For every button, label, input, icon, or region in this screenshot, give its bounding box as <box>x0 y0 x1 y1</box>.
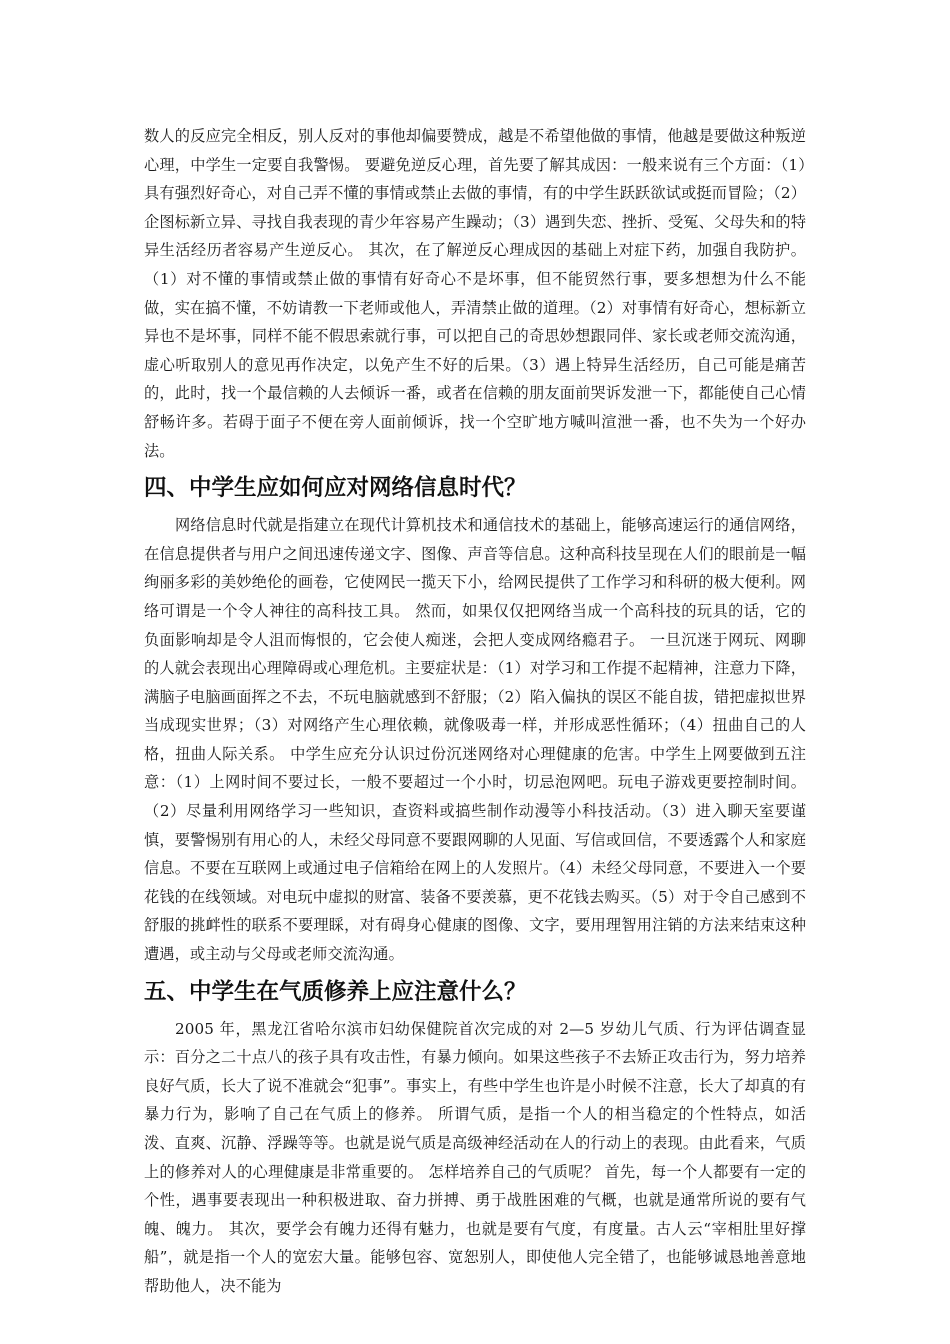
heading-section-5: 五、中学生在气质修养上应注意什么？ <box>144 978 527 1005</box>
paragraph-reverse-psychology: 数人的反应完全相反，别人反对的事他却偏要赞成，越是不希望他做的事情，他越是要做这种叛逆心理，中学生一定要自我警惕。 要避免逆反心理，首先要了解其成因：一般来说有三个方面：（1）具有强烈好奇心，对自己弄不懂的事情或禁止去做的事情，有的中学生跃跃欲试或挺而冒险；（2）企图标新立异、寻找自我表现的青少年容易产生躁动；（3）遇到失恋、挫折、受冤、父母失和的特异生活经历者容易产生逆反心。 其次，在了解逆反心理成因的基础上对症下药，加强自我防护。（1）对不懂的事情或禁止做的事情有好奇心不是坏事，但不能贸然行事，要多想想为什么不能做，实在搞不懂，不妨请教一下老师或他人，弄清禁止做的道理。（2）对事情有好奇心，想标新立异也不是坏事，同样不能不假思索就行事，可以把自己的奇思妙想跟同伴、家长或老师交流沟通，虚心听取别人的意见再作决定，以免产生不好的后果。（3）遇上特异生活经历，自己可能是痛苦的，此时，找一个最信赖的人去倾诉一番，或者在信赖的朋友面前哭诉发泄一下，都能使自己心情舒畅许多。若碍于面子不便在旁人面前倾诉，找一个空旷地方喊叫渲泄一番，也不失为一个好办法。 <box>144 127 806 460</box>
document-page <box>144 122 806 1301</box>
paragraph-temperament: 2005 年，黑龙江省哈尔滨市妇幼保健院首次完成的对 2—5 岁幼儿气质、行为评估调查显示：百分之二十点八的孩子具有攻击性，有暴力倾向。如果这些孩子不去矫正攻击行为，努力培养良好气质，长大了说不准就会“犯事”。事实上，有些中学生也许是小时候不注意，长大了却真的有暴力行为，影响了自己在气质上的修养。 所谓气质，是指一个人的相当稳定的个性特点，如活泼、直爽、沉静、浮躁等等。也就是说气质是高级神经活动在人的行动上的表现。由此看来，气质上的修养对人的心理健康是非常重要的。 怎样培养自己的气质呢？ 首先，每一个人都要有一定的个性，遇事要表现出一种积极进取、奋力拼搏、勇于战胜困难的气概，也就是通常所说的要有气魄、魄力。 其次，要学会有魄力还得有魅力，也就是要有气度，有度量。古人云“宰相肚里好撑船”，就是指一个人的宽宏大量。能够包容、宽恕别人，即使他人完全错了，也能够诚恳地善意地帮助他人，决不能为 <box>144 1019 806 1295</box>
heading-section-4: 四、中学生应如何应对网络信息时代？ <box>144 475 527 502</box>
paragraph-network-era: 网络信息时代就是指建立在现代计算机技术和通信技术的基础上，能够高速运行的通信网络，在信息提供者与用户之间迅速传递文字、图像、声音等信息。这种高科技呈现在人们的眼前是一幅绚丽多彩的美妙绝伦的画卷，它使网民一揽天下小，给网民提供了工作学习和科研的极大便利。网络可谓是一个令人神往的高科技工具。 然而，如果仅仅把网络当成一个高科技的玩具的话，它的负面影响却是令人沮而悔恨的，它会使人痴迷，会把人变成网络瘾君子。 一旦沉迷于网玩、网聊的人就会表现出心理障碍或心理危机。主要症状是：（1）对学习和工作提不起精神，注意力下降，满脑子电脑画面挥之不去，不玩电脑就感到不舒服；（2）陷入偏执的误区不能自拔，错把虚拟世界当成现实世界；（3）对网络产生心理依赖，就像吸毒一样，并形成恶性循环；（4）扭曲自己的人格，扭曲人际关系。 中学生应充分认识过份沉迷网络对心理健康的危害。中学生上网要做到五注意：（1）上网时间不要过长，一般不要超过一个小时，切忌泡网吧。玩电子游戏更要控制时间。（2）尽量利用网络学习一些知识，查资料或搞些制作动漫等小科技活动。（3）进入聊天室要谨慎，要警惕别有用心的人，未经父母同意不要跟网聊的人见面、写信或回信，不要透露个人和家庭信息。不要在互联网上或通过电子信箱给在网上的人发照片。（4）未经父母同意，不要进入一个要花钱的在线领域。对电玩中虚拟的财富、装备不要羡慕，更不花钱去购买。（5）对于令自己感到不舒服的挑衅性的联系不要理睬，对有碍身心健康的图像、文字，要用理智用注销的方法来结束这种遭遇，或主动与父母或老师交流沟通。 <box>144 516 806 964</box>
